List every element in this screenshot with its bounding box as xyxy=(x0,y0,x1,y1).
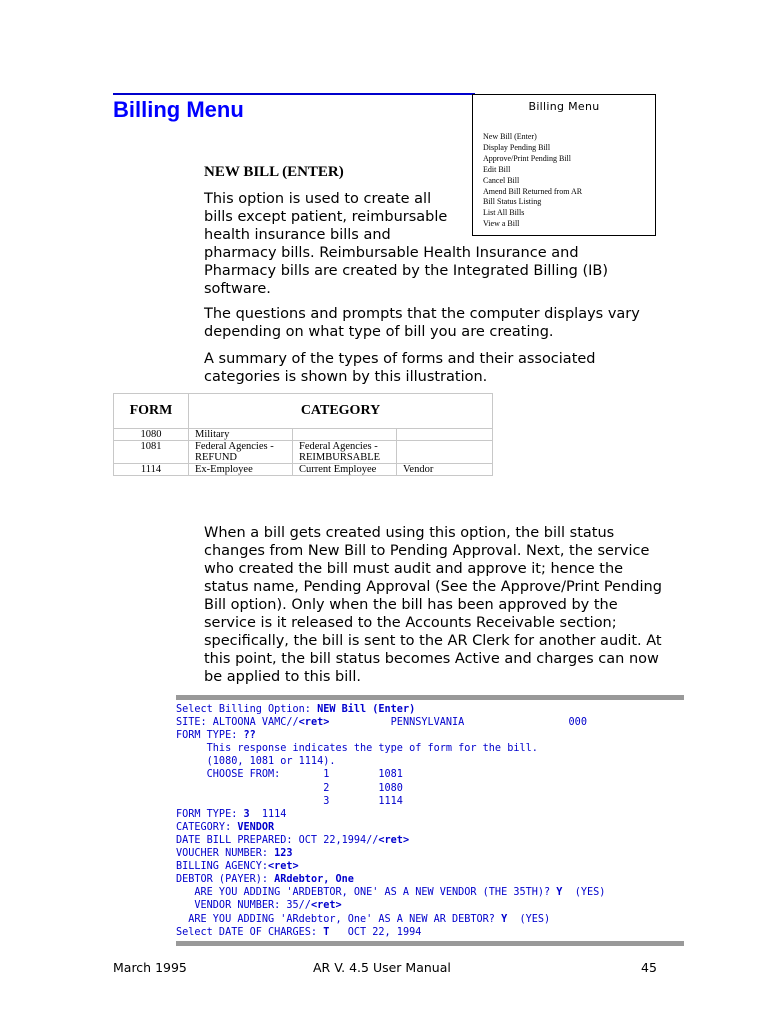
screen-line: Select DATE OF CHARGES: T OCT 22, 1994 xyxy=(176,926,422,938)
screen-line: This response indicates the type of form for the bill. xyxy=(176,743,538,755)
screen-line: VOUCHER NUMBER: 123 xyxy=(176,848,293,860)
menu-item: Bill Status Listing xyxy=(483,197,542,207)
billing-menu-box xyxy=(472,94,656,236)
menu-item: List All Bills xyxy=(483,208,525,218)
form-category-table xyxy=(113,393,493,483)
category-cell: Ex-Employee xyxy=(189,464,293,476)
intro-text: bills except patient, reimbursable xyxy=(204,209,448,225)
menu-item: Approve/Print Pending Bill xyxy=(483,153,571,163)
menu-item: Edit Bill xyxy=(483,164,511,174)
menu-box-title: Billing Menu xyxy=(528,100,600,113)
category-cell xyxy=(293,429,397,441)
section-heading: NEW BILL (ENTER) xyxy=(204,164,344,180)
category-cell: Federal Agencies - REFUND xyxy=(189,441,293,464)
screen-line: SITE: ALTOONA VAMC//<ret> PENNSYLVANIA 000 xyxy=(176,717,587,729)
screen-line: DEBTOR (PAYER): ARdebtor, One xyxy=(176,874,354,886)
category-header: CATEGORY xyxy=(189,394,493,429)
category-cell: Current Employee xyxy=(293,464,397,476)
menu-item: Amend Bill Returned from AR xyxy=(483,186,583,196)
terminal-screen-capture xyxy=(176,695,684,946)
screen-line: VENDOR NUMBER: 35//<ret> xyxy=(176,900,342,912)
category-cell xyxy=(397,441,493,464)
footer-manual-title: AR V. 4.5 User Manual xyxy=(313,960,451,975)
intro-text: health insurance bills and xyxy=(204,227,391,243)
footer-date: March 1995 xyxy=(113,960,187,975)
menu-item: New Bill (Enter) xyxy=(483,132,537,141)
menu-item: View a Bill xyxy=(483,219,520,229)
footer-page-number: 45 xyxy=(641,960,657,975)
screen-line: ARE YOU ADDING 'ARdebtor, One' AS A NEW AR DEBTOR? Y (YES) xyxy=(176,913,551,925)
table-row xyxy=(114,429,493,441)
table-row xyxy=(114,441,493,464)
page-title: Billing Menu xyxy=(113,97,244,122)
form-cell: 1080 xyxy=(114,429,189,441)
screen-line: BILLING AGENCY:<ret> xyxy=(176,861,299,873)
screen-line: CATEGORY: VENDOR xyxy=(176,821,275,833)
screen-line: DATE BILL PREPARED: OCT 22,1994//<ret> xyxy=(176,834,410,846)
screen-line: (1080, 1081 or 1114). xyxy=(176,756,336,768)
category-cell: Federal Agencies - REIMBURSABLE xyxy=(293,441,397,464)
screen-line: ARE YOU ADDING 'ARDEBTOR, ONE' AS A NEW VENDOR (THE 35TH)? Y (YES) xyxy=(176,887,606,899)
form-cell: 1081 xyxy=(114,441,189,464)
intro-text: This option is used to create all xyxy=(204,191,432,207)
menu-box-list xyxy=(483,132,582,230)
category-cell: Vendor xyxy=(397,464,493,476)
screen-line: 2 1080 xyxy=(176,782,403,794)
screen-line: FORM TYPE: ?? xyxy=(176,730,256,742)
menu-item: Display Pending Bill xyxy=(483,142,551,152)
screen-line: 3 1114 xyxy=(176,795,403,807)
menu-item: Cancel Bill xyxy=(483,175,520,185)
prompts-paragraph: The questions and prompts that the computer displays vary depending on what type of bill you are creating. xyxy=(204,306,640,341)
table-row xyxy=(114,464,493,476)
category-cell xyxy=(397,429,493,441)
form-header: FORM xyxy=(114,394,189,429)
screen-lines xyxy=(176,700,684,941)
screen-line: CHOOSE FROM: 1 1081 xyxy=(176,769,403,781)
screen-line: Select Billing Option: NEW Bill (Enter) xyxy=(176,704,416,715)
screen-line: FORM TYPE: 3 1114 xyxy=(176,808,287,820)
screen-bottom-bar xyxy=(176,941,684,946)
summary-paragraph: A summary of the types of forms and their associated categories is shown by this illustration. xyxy=(204,351,596,386)
category-cell: Military xyxy=(189,429,293,441)
title-rule xyxy=(113,93,475,95)
form-cell: 1114 xyxy=(114,464,189,476)
body-paragraph: When a bill gets created using this option, the bill status changes from New Bill to Pending Approval. Next, the service who created the bill must audit and approve it; hence the status name, Pending Approval (See the Approve/Print Pending Bill option). Only when the bill has been approved by the service is it released to the Accounts Receivable section; specifically, the bill is sent to the AR Clerk for another audit. At this point, the bill status becomes Active and charges can now be applied to this bill. xyxy=(204,524,662,686)
intro-text: pharmacy bills. Reimbursable Health Insurance and Pharmacy bills are created by the Integrated Billing (IB) software. xyxy=(204,245,608,298)
